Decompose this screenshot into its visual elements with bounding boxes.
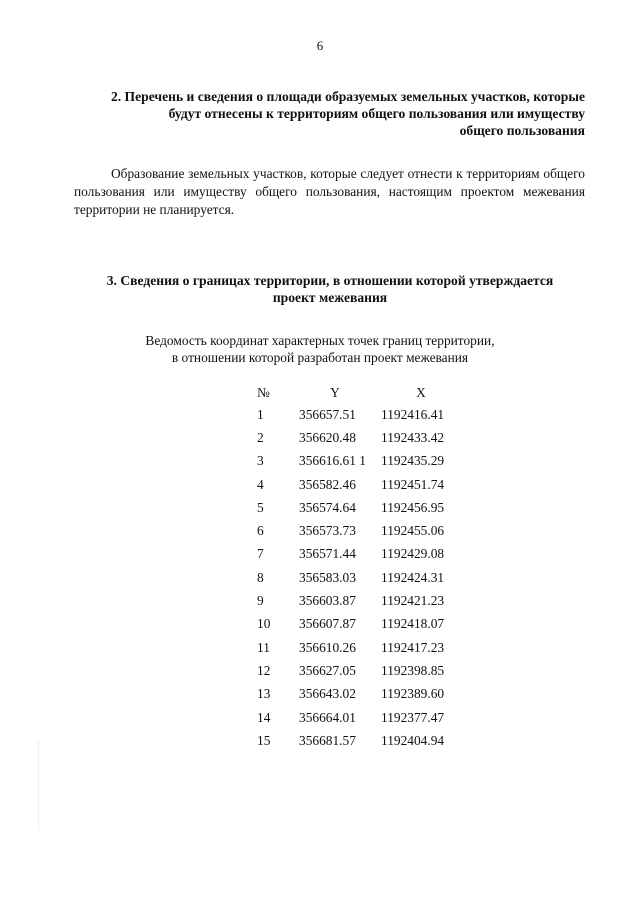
table-row — [247, 543, 473, 566]
point-y: 356583.03 — [299, 569, 356, 585]
section-2-heading — [60, 88, 585, 139]
point-number: 1 — [257, 406, 264, 422]
point-x: 1192418.07 — [381, 616, 445, 632]
table-caption-line-1: Ведомость координат характерных точек границ территории, — [145, 333, 495, 348]
point-y: 356620.48 — [299, 429, 356, 445]
point-number: 4 — [257, 476, 264, 492]
point-x: 1192429.08 — [381, 546, 445, 562]
point-number: 12 — [257, 662, 271, 678]
point-y: 356610.26 — [299, 639, 356, 655]
table-caption-line-2: в отношении которой разработан проект межевания — [171, 350, 469, 365]
point-y: 356681.57 — [299, 732, 356, 748]
section-2-heading-line-3: общего пользования — [459, 123, 585, 138]
point-number: 13 — [257, 686, 271, 702]
point-x: 1192435.29 — [381, 453, 445, 469]
point-x: 1192417.23 — [381, 639, 445, 655]
table-row — [247, 473, 473, 496]
table-row — [247, 519, 473, 542]
table-row — [247, 613, 473, 636]
point-number: 15 — [257, 732, 271, 748]
table-row — [247, 636, 473, 659]
point-number: 7 — [257, 546, 264, 562]
point-x: 1192421.23 — [381, 593, 445, 609]
point-x: 1192377.47 — [381, 709, 445, 725]
coordinates-table — [247, 385, 473, 752]
point-y: 356607.87 — [299, 616, 356, 632]
point-y: 356582.46 — [299, 476, 356, 492]
point-number: 9 — [257, 593, 264, 609]
point-y: 356603.87 — [299, 593, 356, 609]
section-3-heading — [70, 272, 590, 306]
point-number: 5 — [257, 499, 264, 515]
point-number: 6 — [257, 523, 264, 539]
point-number: 3 — [257, 453, 264, 469]
table-row — [247, 496, 473, 519]
table-row — [247, 706, 473, 729]
point-number: 8 — [257, 569, 264, 585]
section-3-heading-line-1: 3. Сведения о границах территории, в отношении которой утверждается — [106, 273, 554, 288]
table-row — [247, 659, 473, 682]
point-x: 1192404.94 — [381, 732, 445, 748]
header-y: Y — [330, 385, 340, 400]
section-2-paragraph: Образование земельных участков, которые следует отнести к территориям общего пользования или имуществу общего пользования, настоящим проектом межевания территории не планируется. — [74, 166, 585, 217]
point-y: 356657.51 — [299, 406, 356, 422]
point-x: 1192456.95 — [381, 499, 445, 515]
table-row — [247, 426, 473, 449]
section-2-heading-line-1: 2. Перечень и сведения о площади образуемых земельных участков, которые — [110, 89, 585, 104]
point-x: 1192424.31 — [381, 569, 445, 585]
point-y: 356574.64 — [299, 499, 356, 515]
point-y: 356627.05 — [299, 662, 356, 678]
table-row — [247, 683, 473, 706]
point-number: 11 — [257, 639, 270, 655]
table-row — [247, 729, 473, 752]
scan-margin-mark — [38, 740, 39, 830]
point-y: 356664.01 — [299, 709, 356, 725]
point-number: 10 — [257, 616, 271, 632]
point-x: 1192455.06 — [381, 523, 445, 539]
page-number: 6 — [316, 38, 324, 53]
point-x: 1192398.85 — [381, 662, 445, 678]
point-y: 356573.73 — [299, 523, 356, 539]
section-3-heading-line-2: проект межевания — [272, 290, 388, 305]
table-header-row — [247, 385, 473, 403]
point-y: 356643.02 — [299, 686, 356, 702]
table-row — [247, 566, 473, 589]
table-caption — [0, 332, 640, 366]
table-row — [247, 450, 473, 473]
point-x: 1192389.60 — [381, 686, 445, 702]
point-number: 2 — [257, 429, 264, 445]
header-number: № — [257, 385, 270, 400]
section-2-heading-line-2: будут отнесены к территориям общего пользования или имуществу — [168, 106, 585, 121]
table-row — [247, 589, 473, 612]
point-number: 14 — [257, 709, 271, 725]
point-y: 356571.44 — [299, 546, 356, 562]
table-row — [247, 403, 473, 426]
point-x: 1192416.41 — [381, 406, 445, 422]
point-y: 356616.61 1 — [299, 453, 366, 469]
header-x: X — [416, 385, 426, 400]
point-x: 1192433.42 — [381, 429, 445, 445]
point-x: 1192451.74 — [381, 476, 445, 492]
